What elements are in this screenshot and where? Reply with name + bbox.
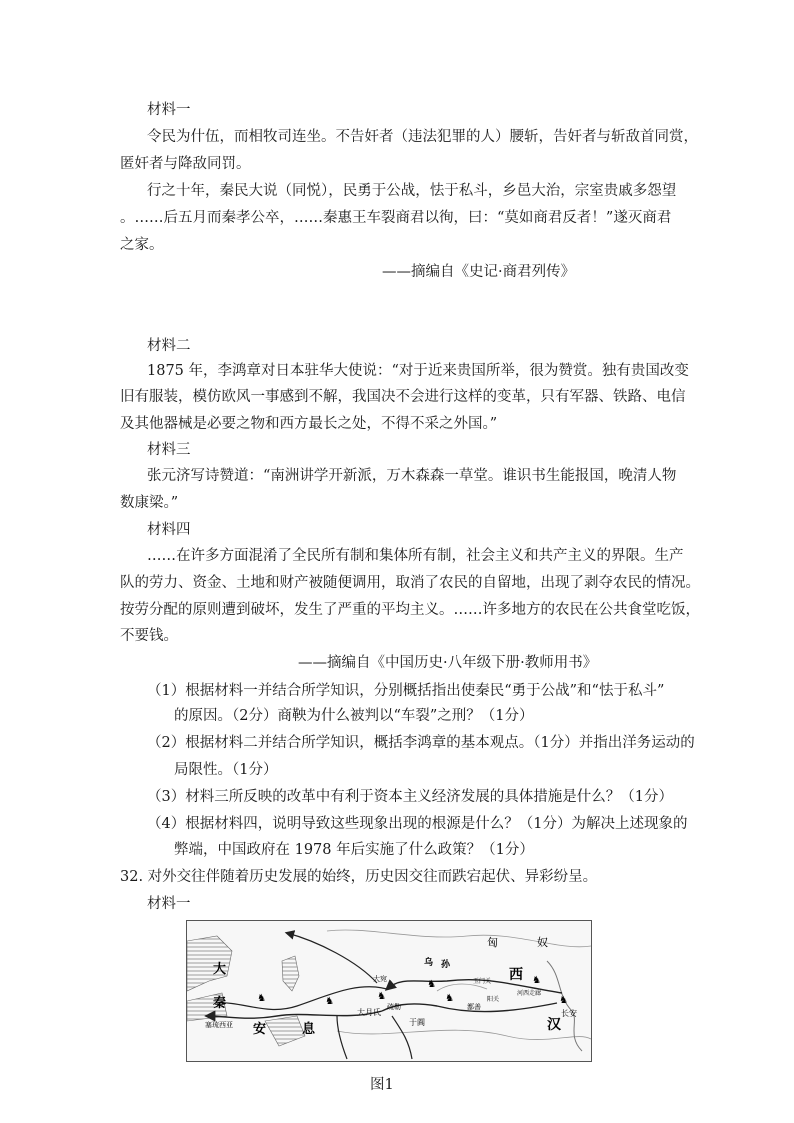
material1-title: 材料一 [147,102,191,118]
caspian-sea [282,956,299,991]
route-branch-sw [337,1016,347,1059]
map-label-da: 大 [213,962,227,977]
map-label-dawan: 大宛 [373,975,387,983]
silk-road-map [186,920,592,1062]
material4-source: ——摘编自《中国历史·八年级下册·教师用书》 [298,655,598,671]
persian-gulf [265,1016,305,1046]
map-label-yutian: 于阗 [409,1018,425,1027]
material1-line: 。……后五月而秦孝公卒，……秦惠王车裂商君以徇，曰：“莫如商君反者！”遂灭商君 [120,210,672,226]
map-label-yumenguan: 玉门关 [473,978,492,985]
material2-line: 旧有服装，模仿欧风一事感到不解，我国决不会进行这样的变革，只有军器、铁路、电信 [120,389,686,405]
question-line: （3）材料三所反映的改革中有利于资本主义经济发展的具体措施是什么？（1分） [147,789,673,805]
camel-icon: ♞ [377,991,386,1002]
map-label-xi: 西 [509,967,523,983]
map-label-shanshan: 鄯善 [467,1003,481,1011]
material1-line: 令民为什伍，而相牧司连坐。不告奸者（违法犯罪的人）腰斩，告奸者与斩敌首同赏， [147,129,698,145]
material1-line: 行之十年，秦民大说（同悦），民勇于公战，怯于私斗，乡邑大治，宗室贵戚多怨望 [147,183,677,199]
question-32-material-title: 材料一 [147,896,191,912]
map-label-han: 汉 [547,1017,561,1033]
question-line: 局限性。（1分） [174,762,278,778]
material2-line: 1875 年，李鸿章对日本驻华大使说：“对于近来贵国所举，很为赞赏。独有贵国改变 [147,363,689,379]
material1-line: 之家。 [120,237,164,253]
map-label-shule: 疏勒 [387,1003,401,1011]
material4-title: 材料四 [147,522,191,538]
camel-icon: ♞ [325,996,334,1007]
question-line: （1）根据材料一并结合所学知识，分别概括指出使秦民“勇于公战”和“怯于私斗” [147,683,665,699]
camel-icon: ♞ [445,993,454,1004]
camel-icon: ♞ [532,975,541,986]
map-label-qin: 秦 [213,996,227,1011]
map-label-lijian: 塞琉西亚 [205,1021,233,1029]
map-label-anxi-2: 息 [302,1022,316,1037]
question-line: （2）根据材料二并结合所学知识，概括李鸿章的基本观点。（1分）并指出洋务运动的 [147,735,695,751]
material3-line: 数康梁。” [120,495,179,511]
map-label-wusun-1: 乌 [424,958,434,968]
question-32-stem: 32. 对外交往伴随着历史发展的始终，历史因交往而跌宕起伏、异彩纷呈。 [120,869,598,885]
figure-caption: 图1 [370,1077,394,1093]
map-label-hexi: 河西走廊 [517,990,542,997]
question-line: 的原因。（2分）商鞅为什么被判以“车裂”之刑？（1分） [174,708,534,724]
camel-icon: ♞ [559,995,568,1006]
material1-line: 匿奸者与降敌同罚。 [120,156,251,172]
route-west-2 [217,987,387,1010]
route-north-arc [287,933,377,983]
question-line: （4）根据材料四，说明导致这些现象出现的根源是什么？（1分）为解决上述现象的 [147,816,688,832]
map-label-xiongnu-2: 奴 [537,936,548,949]
material2-line: 及其他器械是必要之物和西方最长之处，不得不采之外国。” [120,416,498,432]
material3-title: 材料三 [147,442,191,458]
material4-line: 队的劳力、资金、土地和财产被随便调用，取消了农民的自留地，出现了剥夺农民的情况。 [120,575,700,591]
material4-line: 不要钱。 [120,628,178,644]
material2-title: 材料二 [147,338,191,354]
camel-icon: ♞ [427,979,436,990]
material4-line: 按劳分配的原则遭到破坏，发生了严重的平均主义。……许多地方的农民在公共食堂吃饭， [120,602,700,618]
map-label-xiongnu-1: 匈 [487,936,498,949]
map-label-dayuezhi: 大月氏 [357,1008,381,1017]
map-label-changan: 长安 [561,1009,577,1018]
map-label-wusun-2: 孙 [441,960,451,970]
material1-source: ——摘编自《史记·商君列传》 [382,264,576,280]
map-label-yangguan: 阳关 [487,996,500,1003]
question-line: 弊端，中国政府在 1978 年后实施了什么政策？（1分） [174,842,534,858]
map-label-anxi-1: 安 [253,1022,267,1037]
material4-line: ……在许多方面混淆了全民所有制和集体所有制，社会主义和共产主义的界限。生产 [147,548,684,564]
material3-line: 张元济写诗赞道：“南洲讲学开新派，万木森森一草堂。谁识书生能报国，晚清人物 [147,468,677,484]
camel-icon: ♞ [257,993,266,1004]
